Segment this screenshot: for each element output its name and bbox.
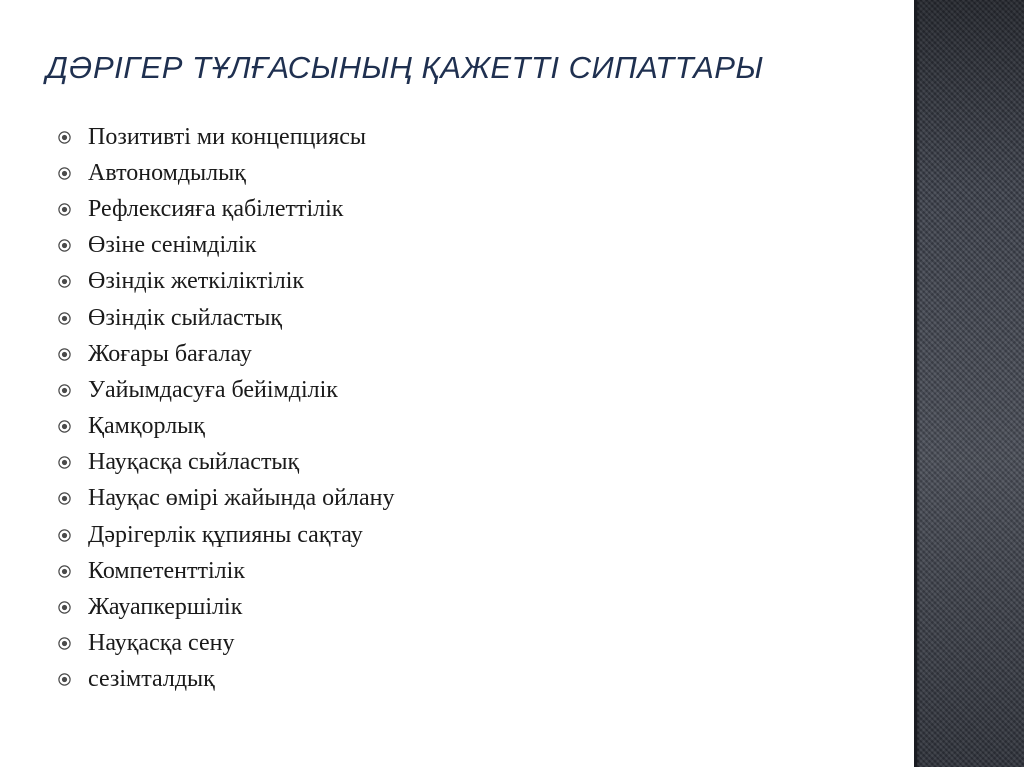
list-item [58, 517, 394, 553]
list-item-text: Жауапкершілік [88, 594, 243, 621]
decorative-side-panel [914, 0, 1024, 767]
target-bullet-icon [58, 348, 71, 361]
target-bullet-icon [58, 420, 71, 433]
list-item [58, 264, 394, 300]
target-bullet-icon [58, 203, 71, 216]
slide-title: ДӘРІГЕР ТҰЛҒАСЫНЫҢ ҚАЖЕТТІ СИПАТТАРЫ [46, 50, 764, 85]
target-bullet-icon [58, 131, 71, 144]
target-bullet-icon [58, 239, 71, 252]
target-bullet-icon [58, 456, 71, 469]
list-item-text: Қамқорлық [88, 413, 205, 440]
list-item-text: Науқас өмірі жайында ойлану [88, 485, 395, 512]
list-item-text: Өзіне сенімділік [88, 232, 257, 259]
target-bullet-icon [58, 492, 71, 505]
list-item [58, 589, 394, 625]
list-item [58, 553, 394, 589]
list-item-text: Автономдылық [88, 159, 246, 186]
list-item-text: Өзіндік жеткіліктілік [88, 268, 305, 295]
target-bullet-icon [58, 384, 71, 397]
list-item-text: Рефлексияға қабілеттілік [88, 195, 344, 222]
list-item [58, 409, 394, 445]
target-bullet-icon [58, 312, 71, 325]
list-item-text: сезімталдық [88, 666, 215, 693]
list-item [58, 191, 394, 227]
list-item [58, 155, 394, 191]
list-item [58, 372, 394, 408]
target-bullet-icon [58, 529, 71, 542]
list-item [58, 481, 394, 517]
list-item [58, 626, 394, 662]
list-item [58, 662, 394, 698]
target-bullet-icon [58, 565, 71, 578]
list-item-text: Өзіндік сыйластық [88, 304, 283, 331]
list-item-text: Науқасқа сыйластық [88, 449, 300, 476]
bullet-list [58, 119, 394, 698]
target-bullet-icon [58, 673, 71, 686]
target-bullet-icon [58, 167, 71, 180]
list-item-text: Жоғары бағалау [88, 340, 252, 367]
list-item-text: Компетенттілік [88, 557, 245, 584]
list-item [58, 119, 394, 155]
list-item-text: Науқасқа сену [88, 630, 235, 657]
list-item [58, 300, 394, 336]
target-bullet-icon [58, 275, 71, 288]
target-bullet-icon [58, 637, 71, 650]
list-item [58, 336, 394, 372]
target-bullet-icon [58, 601, 71, 614]
list-item-text: Позитивті ми концепциясы [88, 123, 367, 150]
list-item [58, 228, 394, 264]
list-item-text: Уайымдасуға бейімділік [88, 376, 338, 403]
list-item-text: Дәрігерлік құпияны сақтау [88, 521, 363, 548]
list-item [58, 445, 394, 481]
